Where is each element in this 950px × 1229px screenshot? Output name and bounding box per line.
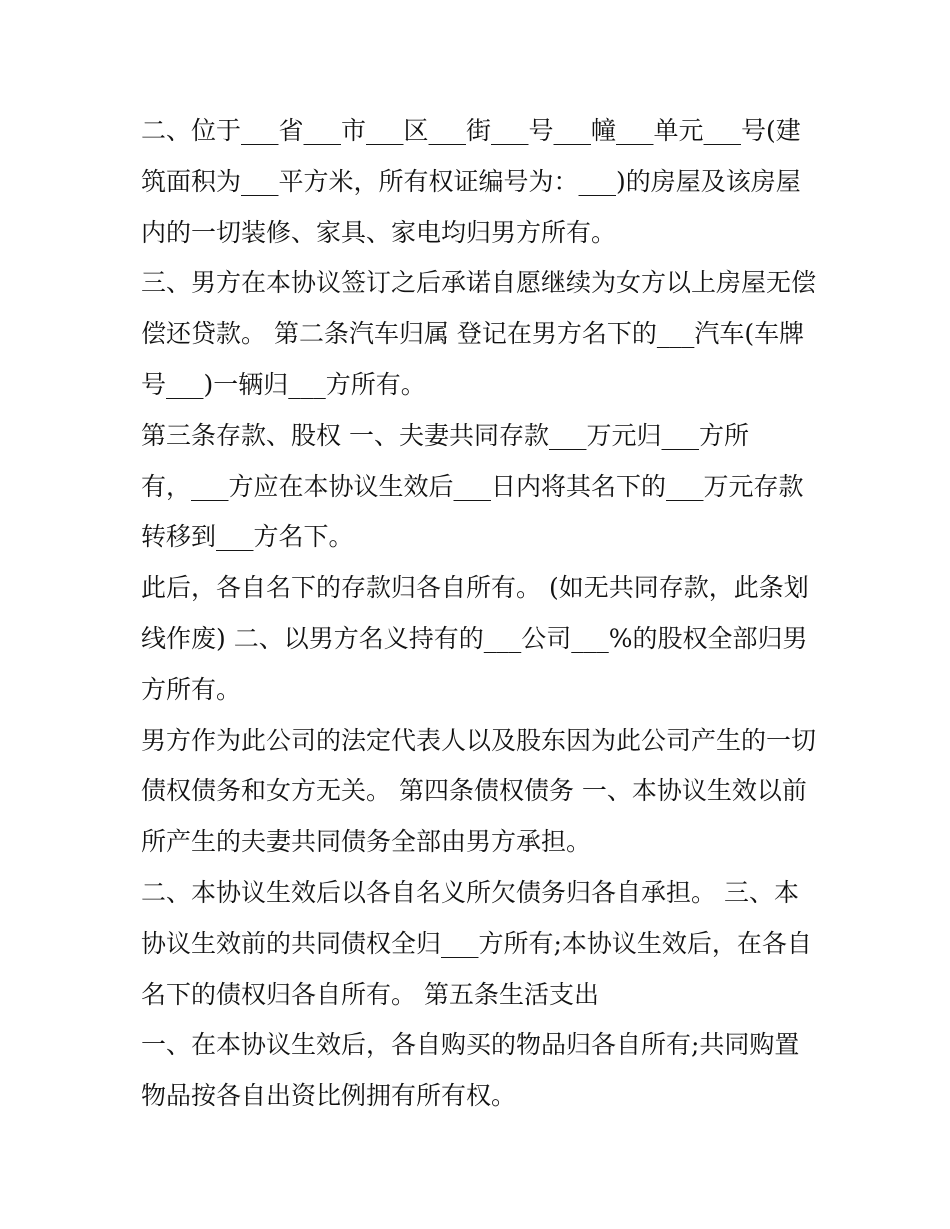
text-line-01: 二、位于___省___市___区___街___号___幢___单元___号(建 xyxy=(141,116,801,145)
text-line-16: 二、本协议生效后以各自名义所欠债务归各自承担。 三、本 xyxy=(141,877,799,907)
text-line-12: 方所有。 xyxy=(141,674,242,704)
text-line-09: 转移到___方名下。 xyxy=(141,522,354,552)
text-line-19: 一、在本协议生效后，各自购买的物品归各自所有;共同购置 xyxy=(141,1030,800,1060)
text-line-10: 此后，各自名下的存款归各自所有。 (如无共同存款，此条划 xyxy=(141,573,809,603)
text-line-15: 所产生的夫妻共同债务全部由男方承担。 xyxy=(141,827,592,857)
document-body xyxy=(141,106,821,1122)
text-line-18: 名下的债权归各自所有。 第五条生活支出 xyxy=(141,979,599,1009)
text-line-08: 有，___方应在本协议生效后___日内将其名下的___万元存款 xyxy=(141,471,804,501)
text-line-04: 三、男方在本协议签订之后承诺自愿继续为女方以上房屋无偿 xyxy=(141,268,817,298)
text-line-07: 第三条存款、股权 一、夫妻共同存款___万元归___方所 xyxy=(141,420,749,450)
text-line-11: 线作废) 二、以男方名义持有的___公司___%的股权全部归男 xyxy=(141,623,808,653)
text-line-13: 男方作为此公司的法定代表人以及股东因为此公司产生的一切 xyxy=(141,725,817,755)
text-line-20: 物品按各自出资比例拥有所有权。 xyxy=(141,1081,517,1111)
text-line-02: 筑面积为___平方米，所有权证编号为：___)的房屋及该房屋 xyxy=(141,166,801,196)
text-line-14: 债权债务和女方无关。 第四条债权债务 一、本协议生效以前 xyxy=(141,776,807,806)
text-line-05: 偿还贷款。 第二条汽车归属 登记在男方名下的___汽车(车牌 xyxy=(141,319,805,349)
text-line-03: 内的一切装修、家具、家电均归男方所有。 xyxy=(141,217,617,247)
text-line-06: 号___)一辆归___方所有。 xyxy=(141,369,426,399)
text-line-17: 协议生效前的共同债权全归___方所有;本协议生效后，在各自 xyxy=(141,928,812,958)
